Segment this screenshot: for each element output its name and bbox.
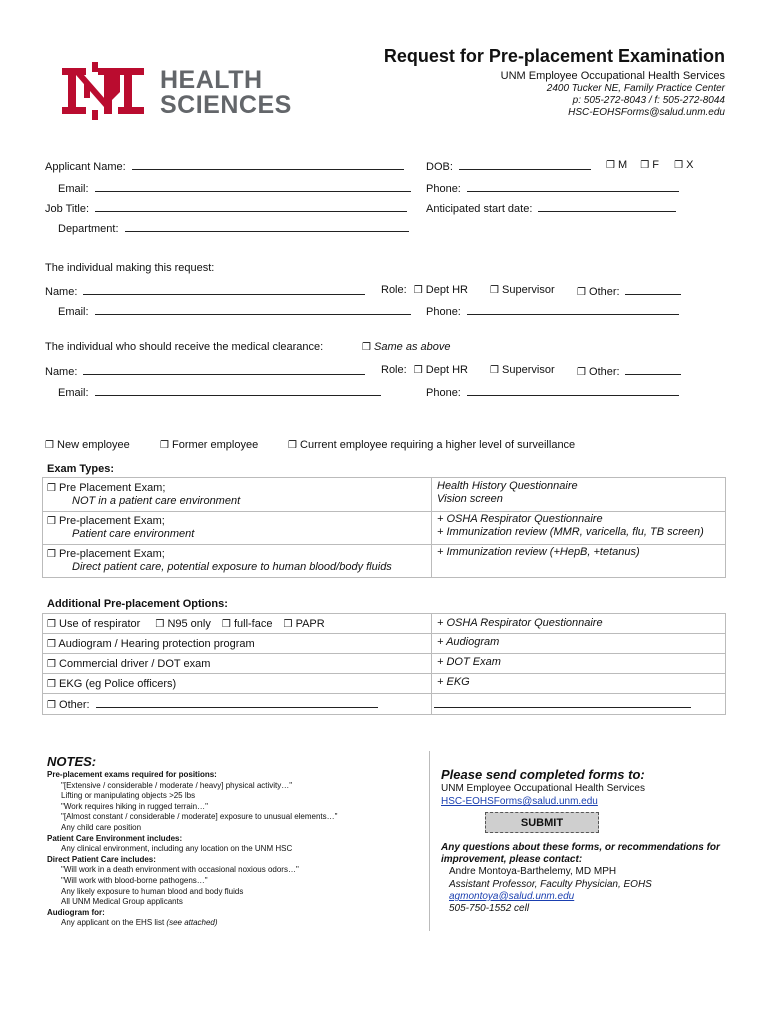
other-label: Other: (589, 286, 620, 298)
recipient-role-supervisor[interactable] (490, 364, 555, 376)
exam-nonpatient-checkbox[interactable] (47, 482, 165, 494)
department-field[interactable] (125, 221, 409, 232)
other-checkbox[interactable] (47, 699, 90, 711)
start-date-field[interactable] (538, 201, 676, 212)
notes-item-note: (see attached) (166, 918, 218, 928)
logo-text-health: HEALTH (160, 66, 263, 94)
contact-email-link[interactable]: agmontoya@salud.unm.edu (449, 891, 575, 902)
respirator-row (47, 618, 325, 630)
recipient-other-checkbox[interactable] (577, 366, 620, 378)
send-heading: Please send completed forms to: (441, 767, 645, 782)
dot-checkbox[interactable] (47, 658, 210, 670)
checkbox-icon: ❒ (47, 639, 56, 650)
papr-checkbox[interactable] (284, 618, 325, 630)
exam-label: Pre-placement Exam; (59, 515, 165, 527)
fullface-checkbox[interactable] (222, 618, 273, 630)
current-employee-checkbox[interactable] (288, 439, 575, 451)
submit-label: SUBMIT (520, 817, 564, 829)
additional-row-divider (42, 653, 725, 654)
checkbox-icon: ❒ (606, 160, 615, 171)
recipient-email-row (58, 385, 381, 399)
new-employee-label: New employee (57, 439, 130, 451)
recipient-phone-field[interactable] (467, 385, 679, 396)
exam-right-1: + OSHA Respirator Questionnaire (437, 513, 603, 525)
recipient-name-field[interactable] (83, 364, 365, 375)
requester-email-field[interactable] (95, 304, 411, 315)
exam-row-divider (42, 511, 725, 512)
checkbox-icon: ❒ (490, 285, 499, 296)
audiogram-right: + Audiogram (437, 636, 500, 648)
recipient-name-label: Name: (45, 366, 78, 378)
depthr-label: Dept HR (425, 284, 468, 296)
exam-types-divider (431, 477, 432, 577)
submit-button[interactable] (485, 812, 599, 833)
recipient-heading: The individual who should receive the medical clearance: (45, 341, 324, 353)
exam-right-1: + Immunization review (+HepB, +tetanus) (437, 546, 640, 558)
other-row (47, 697, 378, 711)
applicant-name-field[interactable] (132, 159, 404, 170)
notes-section-title: Direct Patient Care includes: (47, 854, 156, 864)
notes-divider (429, 751, 430, 931)
checkbox-icon: ❒ (155, 619, 165, 630)
job-title-field[interactable] (95, 201, 407, 212)
additional-heading: Additional Pre-placement Options: (47, 598, 228, 610)
applicant-phone-field[interactable] (467, 181, 679, 192)
same-as-above-label: Same as above (374, 341, 451, 353)
supervisor-label: Supervisor (502, 364, 555, 376)
applicant-name-label: Applicant Name: (45, 161, 126, 173)
former-employee-label: Former employee (172, 439, 259, 451)
requester-name-row (45, 284, 365, 298)
checkbox-icon: ❒ (47, 619, 56, 630)
papr-label: PAPR (295, 618, 325, 630)
unm-logo-mark (58, 62, 150, 120)
recipient-role-depthr[interactable] (414, 364, 468, 376)
start-date-row (426, 201, 676, 215)
recipient-phone-row (426, 385, 679, 399)
notes-item: Lifting or manipulating objects >25 lbs (61, 791, 196, 801)
requester-phone-field[interactable] (467, 304, 679, 315)
applicant-email-label: Email: (58, 183, 89, 195)
additional-row-divider (42, 673, 725, 674)
exam-types-heading: Exam Types: (47, 463, 115, 475)
unm-logo (58, 62, 298, 122)
notes-item: All UNM Medical Group applicants (61, 897, 183, 907)
notes-section-title: Patient Care Environment includes: (47, 833, 183, 843)
requester-email-row (58, 304, 411, 318)
notes-item: Any child care position (61, 822, 142, 832)
notes-item (47, 918, 422, 929)
notes-heading: NOTES: (47, 754, 97, 769)
checkbox-icon: ❒ (674, 160, 684, 171)
contact-phone: 505-750-1552 cell (449, 903, 530, 914)
checkbox-icon: ❒ (47, 679, 56, 690)
sex-f-checkbox[interactable] (640, 159, 659, 171)
other-field[interactable] (96, 697, 378, 708)
notes-item: "Will work with blood-borne pathogens…" (61, 875, 208, 885)
dob-label: DOB: (426, 161, 453, 173)
applicant-name-row (45, 159, 404, 173)
checkbox-icon: ❒ (47, 659, 56, 670)
logo-text-sciences: SCIENCES (160, 91, 292, 119)
start-date-label: Anticipated start date: (426, 203, 533, 215)
exam-direct-care-checkbox[interactable] (47, 548, 165, 560)
checkbox-icon: ❒ (47, 700, 56, 711)
exam-row-divider (42, 544, 725, 545)
requester-name-field[interactable] (83, 284, 365, 295)
recipient-role-row (381, 364, 468, 376)
notes-section-title: Pre-placement exams required for positions: (47, 770, 217, 779)
recipient-email-label: Email: (58, 387, 89, 399)
contact-name: Andre Montoya-Barthelemy, MD MPH (449, 866, 617, 877)
checkbox-icon: ❒ (45, 440, 54, 451)
checkbox-icon: ❒ (640, 160, 650, 171)
header-email: HSC-EOHSForms@salud.unm.edu (568, 107, 725, 118)
sex-options (606, 159, 693, 171)
respirator-right: + OSHA Respirator Questionnaire (437, 617, 603, 629)
checkbox-icon: ❒ (47, 516, 56, 527)
requester-other-field[interactable] (625, 284, 681, 295)
notes-item: "[Extensive / considerable / moderate / heavy] physical activity…" (61, 780, 293, 790)
notes-item: Any likely exposure to human blood and body fluids (61, 886, 244, 896)
requester-phone-row (426, 304, 679, 318)
requester-email-label: Email: (58, 306, 89, 318)
department-label: Department: (58, 223, 119, 235)
exam-label: Pre Placement Exam; (59, 482, 166, 494)
other-right-field[interactable] (434, 697, 691, 708)
supervisor-label: Supervisor (502, 284, 555, 296)
recipient-role-label: Role: (381, 364, 407, 376)
send-org: UNM Employee Occupational Health Services (441, 783, 645, 794)
checkbox-icon: ❒ (288, 440, 297, 451)
requester-role-other (577, 284, 681, 298)
exam-right-2: + Immunization review (MMR, varicella, flu, TB screen) (437, 526, 704, 538)
ekg-label: EKG (eg Police officers) (59, 678, 177, 690)
checkbox-icon: ❒ (362, 342, 371, 353)
exam-sub: NOT in a patient care environment (72, 495, 241, 507)
job-title-row (45, 201, 407, 215)
notes-item: "Work requires hiking in rugged terrain…" (61, 801, 208, 811)
exam-label: Pre-placement Exam; (59, 548, 165, 560)
dob-field[interactable] (459, 159, 591, 170)
dob-row (426, 159, 591, 173)
applicant-phone-label: Phone: (426, 183, 461, 195)
contact-title: Assistant Professor, Faculty Physician, EOHS (449, 879, 652, 890)
dot-label: Commercial driver / DOT exam (59, 658, 211, 670)
questions-text: Any questions about these forms, or recommendations for improvement, please contact: (441, 842, 720, 865)
additional-row-divider (42, 693, 725, 694)
other-label: Other: (59, 699, 90, 711)
requester-other-checkbox[interactable] (577, 286, 620, 298)
former-employee-checkbox[interactable] (160, 439, 258, 451)
job-title-label: Job Title: (45, 203, 90, 215)
requester-heading: The individual making this request: (45, 262, 215, 274)
applicant-email-row (58, 181, 411, 195)
sex-m-label: M (618, 159, 628, 171)
department-row (58, 221, 409, 235)
requester-name-label: Name: (45, 286, 78, 298)
notes-item-text: Any applicant on the EHS list (61, 918, 165, 928)
notes-item: "Will work in a death environment with occasional noxious odors…" (61, 865, 299, 875)
same-as-above-checkbox[interactable] (362, 341, 450, 353)
n95-label: N95 only (167, 618, 211, 630)
applicant-phone-row (426, 181, 679, 195)
current-employee-label: Current employee requiring a higher level of surveillance (300, 439, 576, 451)
checkbox-icon: ❒ (160, 440, 169, 451)
audiogram-checkbox[interactable] (47, 638, 255, 650)
requester-role-row (381, 284, 468, 296)
sex-x-label: X (686, 159, 694, 171)
recipient-phone-label: Phone: (426, 387, 461, 399)
exam-right-1: Health History Questionnaire (437, 480, 578, 492)
checkbox-icon: ❒ (47, 483, 56, 494)
recipient-name-row (45, 364, 365, 378)
applicant-email-field[interactable] (95, 181, 411, 192)
send-email-link[interactable]: HSC-EOHSForms@salud.unm.edu (441, 796, 598, 807)
checkbox-icon: ❒ (47, 549, 56, 560)
page-title: Request for Pre-placement Examination (383, 46, 725, 66)
n95-checkbox[interactable] (155, 618, 210, 630)
recipient-email-field[interactable] (95, 385, 381, 396)
notes-body (47, 770, 422, 929)
header-phone: p: 505-272-8043 / f: 505-272-8044 (572, 95, 725, 106)
exam-sub: Patient care environment (72, 528, 195, 540)
exam-right-2: Vision screen (437, 493, 503, 505)
notes-section-title: Audiogram for: (47, 907, 105, 917)
checkbox-icon: ❒ (221, 619, 231, 630)
additional-divider (431, 613, 432, 714)
ekg-checkbox[interactable] (47, 678, 176, 690)
respirator-label: Use of respirator (59, 618, 141, 630)
checkbox-icon: ❒ (577, 287, 586, 298)
sex-x-checkbox[interactable] (674, 159, 693, 171)
notes-item: "[Almost constant / considerable / moderate] exposure to unusual elements…" (61, 812, 338, 822)
checkbox-icon: ❒ (283, 619, 293, 630)
exam-patient-care-checkbox[interactable] (47, 515, 165, 527)
header-address: 2400 Tucker NE, Family Practice Center (546, 83, 725, 94)
checkbox-icon: ❒ (413, 365, 423, 376)
other-label: Other: (589, 366, 620, 378)
notes-item: Any clinical environment, including any location on the UNM HSC (61, 844, 293, 854)
ekg-right: + EKG (437, 676, 470, 688)
requester-phone-label: Phone: (426, 306, 461, 318)
requester-role-supervisor[interactable] (490, 284, 555, 296)
exam-sub: Direct patient care, potential exposure to human blood/body fluids (72, 561, 392, 573)
respirator-checkbox[interactable] (47, 618, 140, 630)
dot-right: + DOT Exam (437, 656, 501, 668)
fullface-label: full-face (233, 618, 273, 630)
header-org: UNM Employee Occupational Health Services (500, 70, 725, 82)
checkbox-icon: ❒ (577, 367, 586, 378)
depthr-label: Dept HR (425, 364, 468, 376)
checkbox-icon: ❒ (413, 285, 423, 296)
recipient-role-other (577, 364, 681, 378)
new-employee-checkbox[interactable] (45, 439, 130, 451)
recipient-other-field[interactable] (625, 364, 681, 375)
requester-role-depthr[interactable] (414, 284, 468, 296)
additional-row-divider (42, 633, 725, 634)
sex-f-label: F (652, 159, 660, 171)
checkbox-icon: ❒ (490, 365, 499, 376)
sex-m-checkbox[interactable] (606, 159, 627, 171)
requester-role-label: Role: (381, 284, 407, 296)
audiogram-label: Audiogram / Hearing protection program (58, 638, 255, 650)
